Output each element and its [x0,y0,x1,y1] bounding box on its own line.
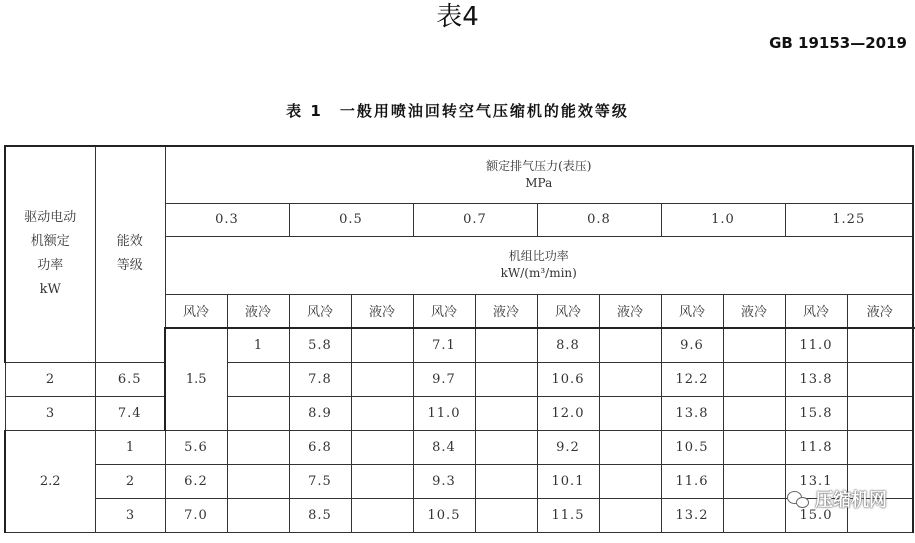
air-value-cell: 10.5 [661,430,723,464]
liquid-value-cell [475,396,537,430]
pressure-title: 额定排气压力(表压) [486,158,592,173]
air-value-cell: 11.0 [785,328,847,362]
table-row [5,464,913,498]
grade-header-line-2: 等级 [116,258,143,274]
standard-code: GB 19153—2019 [769,34,907,52]
air-value-cell: 12.2 [661,362,723,396]
air-value-cell: 5.6 [165,430,227,464]
air-value-cell: 8.8 [537,328,599,362]
pressure-5: 1.25 [785,203,913,236]
liquid-value-cell [227,498,289,532]
air-value-cell: 7.4 [95,396,165,430]
pressure-unit: MPa [525,175,553,190]
air-value-cell: 6.5 [95,362,165,396]
air-value-cell: 11.6 [661,464,723,498]
cooling-liquid-5: 液冷 [847,294,913,328]
air-value-cell: 10.5 [413,498,475,532]
liquid-value-cell [351,464,413,498]
cooling-liquid-2: 液冷 [475,294,537,328]
liquid-value-cell [475,464,537,498]
air-value-cell: 10.1 [537,464,599,498]
power-cell: 1.5 [165,328,227,430]
liquid-value-cell [227,362,289,396]
liquid-value-cell [847,396,913,430]
cooling-air-5: 风冷 [785,294,847,328]
grade-cell: 2 [5,362,95,396]
liquid-value-cell [723,396,785,430]
grade-header-line-1: 能效 [116,234,143,250]
power-header-line-1: 驱动电动 [24,210,77,226]
power-ratio-unit: kW/(m³/min) [500,266,577,280]
pressure-3: 0.8 [537,203,661,236]
table-row [5,362,913,396]
air-value-cell: 9.6 [661,328,723,362]
air-value-cell: 13.8 [661,396,723,430]
liquid-value-cell [227,464,289,498]
liquid-value-cell [723,498,785,532]
air-value-cell: 7.1 [413,328,475,362]
air-value-cell: 13.2 [661,498,723,532]
air-value-cell: 11.5 [537,498,599,532]
air-value-cell: 13.8 [785,362,847,396]
liquid-value-cell [351,498,413,532]
power-ratio-title: 机组比功率 [508,249,569,263]
liquid-value-cell [475,430,537,464]
liquid-value-cell [599,464,661,498]
top-caption: 表4 [436,2,479,32]
wechat-icon [787,490,809,508]
air-value-cell: 9.3 [413,464,475,498]
power-header-line-4: kW [39,282,61,298]
liquid-value-cell [599,430,661,464]
air-value-cell: 9.7 [413,362,475,396]
liquid-value-cell [723,430,785,464]
liquid-value-cell [351,396,413,430]
cooling-liquid-1: 液冷 [351,294,413,328]
power-ratio-header [165,236,913,294]
air-value-cell: 12.0 [537,396,599,430]
power-cell: 2.2 [5,430,95,532]
pressure-0: 0.3 [165,203,289,236]
pressure-1: 0.5 [289,203,413,236]
pressure-header [165,146,913,203]
air-value-cell: 5.8 [289,328,351,362]
liquid-value-cell [227,396,289,430]
air-value-cell: 15.8 [785,396,847,430]
cooling-air-0: 风冷 [165,294,227,328]
liquid-value-cell [599,362,661,396]
liquid-value-cell [599,396,661,430]
pressure-4: 1.0 [661,203,785,236]
air-value-cell: 13.1 [785,464,847,498]
cooling-air-3: 风冷 [537,294,599,328]
liquid-value-cell [723,464,785,498]
liquid-value-cell [351,328,413,362]
watermark [787,486,887,512]
table-row [5,396,913,430]
cooling-air-2: 风冷 [413,294,475,328]
air-value-cell: 9.2 [537,430,599,464]
grade-column-header [95,146,165,362]
liquid-value-cell [599,328,661,362]
cooling-liquid-0: 液冷 [227,294,289,328]
table-row [5,498,913,532]
air-value-cell: 7.8 [289,362,351,396]
air-value-cell: 8.9 [289,396,351,430]
air-value-cell: 6.8 [289,430,351,464]
power-header-line-2: 机额定 [30,234,70,250]
cooling-liquid-3: 液冷 [599,294,661,328]
air-value-cell: 8.4 [413,430,475,464]
liquid-value-cell [847,362,913,396]
liquid-value-cell [599,498,661,532]
air-value-cell: 7.5 [289,464,351,498]
air-value-cell: 10.6 [537,362,599,396]
air-value-cell: 15.0 [785,498,847,532]
liquid-value-cell [723,362,785,396]
efficiency-table [4,145,914,533]
table-title: 表 1 一般用喷油回转空气压缩机的能效等级 [286,102,629,120]
grade-cell: 1 [95,430,165,464]
cooling-liquid-4: 液冷 [723,294,785,328]
liquid-value-cell [227,430,289,464]
liquid-value-cell [723,328,785,362]
cooling-air-1: 风冷 [289,294,351,328]
table-row [5,430,913,464]
air-value-cell: 7.0 [165,498,227,532]
air-value-cell: 8.5 [289,498,351,532]
liquid-value-cell [847,328,913,362]
grade-cell: 3 [95,498,165,532]
cooling-air-4: 风冷 [661,294,723,328]
liquid-value-cell [475,498,537,532]
liquid-value-cell [351,430,413,464]
air-value-cell: 6.2 [165,464,227,498]
power-column-header [5,146,95,362]
grade-cell: 3 [5,396,95,430]
grade-cell: 1 [227,328,289,362]
liquid-value-cell [847,430,913,464]
liquid-value-cell [475,328,537,362]
watermark-text: 压缩机网 [815,490,887,511]
liquid-value-cell [351,362,413,396]
air-value-cell: 11.0 [413,396,475,430]
power-header-line-3: 功率 [37,258,64,274]
liquid-value-cell [475,362,537,396]
pressure-2: 0.7 [413,203,537,236]
grade-cell: 2 [95,464,165,498]
air-value-cell: 11.8 [785,430,847,464]
